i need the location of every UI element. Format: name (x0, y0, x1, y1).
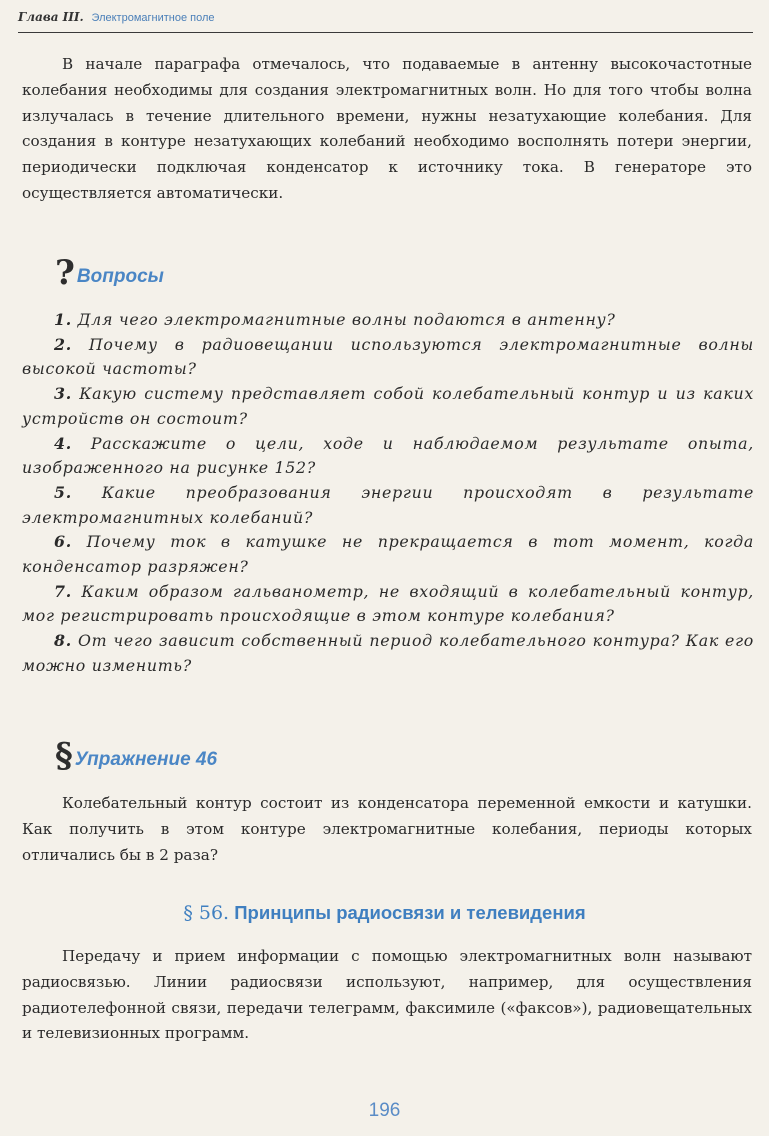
chapter-label: Глава III. (18, 10, 84, 24)
intro-paragraph: В начале параграфа отмечалось, что подаваемые в антенну высокочастотные колебания необходимы для создания электромагнитных волн. Но для того чтобы волна излучалась в течение длительного времени, нужны незатухающие колебания. Для создания в контуре незатухающих колебаний необходимо восполнять потери энергии, периодически подключая конденсатор к источнику тока. В генераторе это осуществляется автоматически. (22, 55, 752, 202)
question-mark-icon: ? (55, 253, 75, 293)
section-sign-icon: § (55, 736, 73, 776)
question-item: 5. Какие преобразования энергии происходят в результате электромагнитных колебаний? (22, 482, 754, 527)
running-header (18, 10, 753, 33)
question-item: 1. Для чего электромагнитные волны подаются в антенну? (54, 310, 616, 329)
exercise-title: Упражнение 46 (74, 749, 218, 770)
paragraph-heading (0, 902, 769, 924)
paragraph-title: Принципы радиосвязи и телевидения (234, 902, 586, 923)
page-number: 196 (368, 1100, 401, 1121)
exercise-heading (55, 736, 218, 776)
question-item: 2. Почему в радиовещании используются электромагнитные волны высокой частоты? (22, 334, 754, 379)
paragraph-number: § 56. (183, 902, 230, 924)
questions-list (22, 308, 754, 679)
question-item: 7. Каким образом гальванометр, не входящий в колебательный контур, мог регистрировать происходящие в этом контуре колебания? (22, 581, 754, 626)
question-item: 6. Почему ток в катушке не прекращается в тот момент, когда конденсатор разряжен? (22, 532, 754, 577)
question-item: 4. Расскажите о цели, ходе и наблюдаемом результате опыта, изображенного на рисунке 152? (22, 433, 754, 478)
questions-title: Вопросы (76, 266, 164, 287)
questions-heading (55, 253, 164, 293)
question-item: 3. Какую систему представляет собой колебательный контур и из каких устройств он состоит? (22, 384, 754, 428)
closing-paragraph: Передачу и прием информации с помощью электромагнитных волн называют радиосвязью. Линии радиосвязи используют, например, для осуществления радиотелефонной связи, передачи телеграмм, факсимиле («факсов»), радиовещательных и телевизионных программ. (22, 947, 752, 1043)
question-item: 8. От чего зависит собственный период колебательного контура? Как его можно изменить? (22, 631, 754, 675)
exercise-text: Колебательный контур состоит из конденсатора переменной емкости и катушки. Как получить в этом контуре электромагнитные колебания, периоды которых отличались бы в 2 раза? (22, 794, 752, 864)
chapter-topic: Электромагнитное поле (91, 12, 215, 24)
